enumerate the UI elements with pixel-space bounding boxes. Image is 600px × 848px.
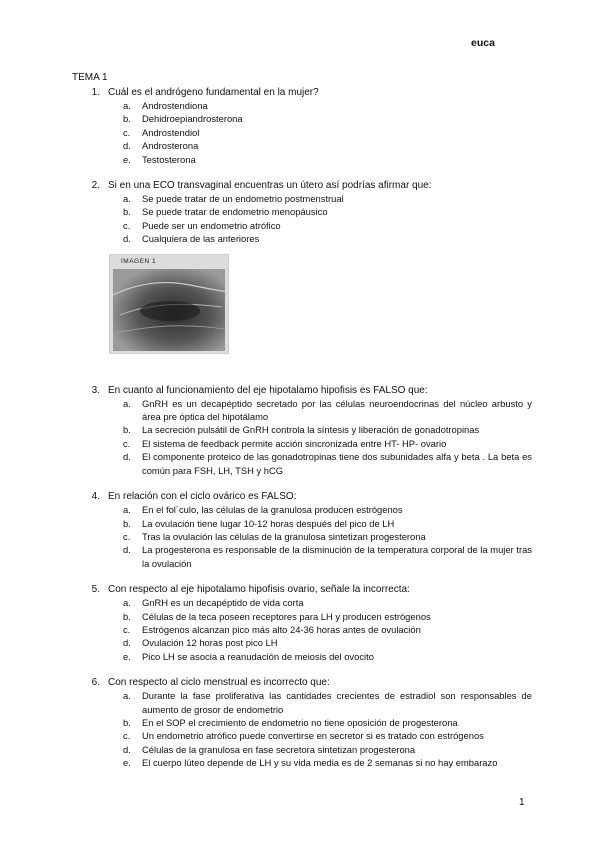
answer-option: [123, 423, 532, 436]
answer-option: [123, 530, 532, 543]
option-text: Estrógenos alcanzan pico más alto 24-36 horas antes de ovulación: [142, 623, 421, 635]
option-letter: d.: [123, 743, 131, 755]
option-text: Un endometrio atrófico puede convertirse en secretor si es tratado con estrógenos: [142, 730, 484, 742]
answer-option: [123, 517, 532, 530]
option-text: La progesterona es responsable de la disminución de la temperatura corporal de la mujer tras la ovulación: [142, 544, 532, 569]
option-text: Androstendiona: [142, 100, 208, 111]
question: [72, 179, 532, 192]
option-letter: b.: [123, 517, 131, 529]
brand-label: euca: [471, 37, 495, 49]
question-block: [72, 179, 532, 354]
option-text: Se puede tratar de endometrio menopáusico: [142, 206, 328, 218]
answer-option: [123, 596, 532, 609]
option-text: GnRH es un decapéptido de vida corta: [142, 597, 304, 609]
option-letter: a.: [123, 597, 131, 609]
option-list: [123, 397, 532, 477]
question-text: Si en una ECO transvaginal encuentras un útero así podrías afirmar que:: [108, 180, 432, 192]
option-letter: c.: [123, 126, 131, 138]
question-block: [72, 86, 532, 179]
option-text: La ovulación tiene lugar 10-12 horas después del pico de LH: [142, 517, 395, 529]
answer-option: [123, 503, 532, 516]
answer-option: [123, 153, 532, 166]
answer-option: [123, 543, 532, 570]
option-text: La secreción pulsátil de GnRH controla la síntesis y liberación de gonadotropinas: [142, 424, 480, 436]
question-number: 5.: [91, 584, 100, 596]
answer-option: [123, 232, 532, 245]
question: [72, 676, 532, 689]
option-letter: e.: [123, 757, 131, 769]
option-text: Testosterona: [142, 153, 196, 165]
question-text: Con respecto al ciclo menstrual es incorrecto que:: [108, 677, 330, 689]
option-letter: e.: [123, 153, 131, 165]
answer-option: [123, 437, 532, 450]
answer-option: [123, 610, 532, 623]
answer-option: [123, 126, 532, 139]
option-text: GnRH es un decapéptido secretado por las células neuroendocrinas del núcleo arbusto y área pre óptica del hipotálamo: [142, 397, 532, 423]
option-text: Androstendiol: [142, 126, 200, 138]
option-list: [123, 689, 532, 769]
option-letter: b.: [123, 206, 131, 218]
option-text: En el SOP el crecimiento de endometrio no tiene oposición de progesterona: [142, 716, 458, 728]
option-list: [123, 503, 532, 570]
question: [72, 583, 532, 596]
option-list: [123, 192, 532, 246]
question-text: Cuál es el andrógeno fundamental en la mujer?: [108, 87, 319, 98]
question-number: 4.: [91, 491, 100, 503]
option-letter: b.: [123, 113, 131, 125]
question-number: 1.: [91, 87, 100, 98]
option-letter: a.: [123, 193, 131, 205]
option-letter: b.: [123, 610, 131, 622]
option-text: Tras la ovulación las células de la granulosa sintetizan progesterona: [142, 530, 426, 542]
answer-option: [123, 689, 532, 716]
question-text: En cuanto al funcionamiento del eje hipotalamo hipofisis es FALSO que:: [108, 384, 428, 396]
answer-option: [123, 650, 532, 663]
question-number: 2.: [91, 180, 100, 192]
option-letter: d.: [123, 544, 131, 556]
question-text: En relación con el ciclo ovárico es FALSO:: [108, 491, 297, 503]
question-block: [72, 676, 532, 769]
option-text: Cualquiera de las anteriores: [142, 233, 260, 245]
option-letter: d.: [123, 233, 131, 245]
option-text: Durante la fase proliferativa las cantidades crecientes de estradiol son responsables de aumento de grosor de endometrio: [142, 690, 532, 715]
option-letter: c.: [123, 219, 131, 231]
option-letter: a.: [123, 504, 131, 516]
option-text: Dehidroepiandrosterona: [142, 113, 243, 125]
option-list: [123, 596, 532, 663]
option-text: Androsterona: [142, 140, 199, 152]
answer-option: [123, 716, 532, 729]
answer-option: [123, 99, 532, 112]
ultrasound-image: [109, 254, 229, 354]
option-text: Puede ser un endometrio atrófico: [142, 219, 281, 231]
option-letter: c.: [123, 623, 131, 635]
option-letter: b.: [123, 424, 131, 436]
option-text: Células de la granulosa en fase secretora sintetizan progesterona: [142, 743, 416, 755]
answer-option: [123, 219, 532, 232]
answer-option: [123, 636, 532, 649]
answer-option: [123, 756, 532, 769]
answer-option: [123, 397, 532, 424]
option-letter: c.: [123, 530, 131, 542]
option-text: Ovulación 12 horas post pico LH: [142, 637, 278, 649]
question-number: 3.: [91, 384, 100, 396]
question-list: [72, 86, 532, 770]
question-block: [72, 583, 532, 676]
question-number: 6.: [91, 677, 100, 689]
answer-option: [123, 743, 532, 756]
question: [72, 490, 532, 503]
option-text: Se puede tratar de un endometrio postmenstrual: [142, 193, 344, 205]
option-letter: a.: [123, 100, 131, 111]
option-letter: b.: [123, 716, 131, 728]
option-letter: d.: [123, 140, 131, 152]
option-letter: c.: [123, 730, 131, 742]
answer-option: [123, 112, 532, 125]
question: [72, 86, 532, 99]
option-letter: a.: [123, 690, 131, 702]
answer-option: [123, 623, 532, 636]
option-list: [123, 99, 532, 166]
option-text: En el fol´culo, las células de la granulosa producen estrógenos: [142, 504, 403, 516]
option-text: El cuerpo lúteo depende de LH y su vida media es de 2 semanas si no hay embarazo: [142, 757, 498, 769]
option-text: El sistema de feedback permite acción sincronizada entre HT- HP- ovario: [142, 437, 447, 449]
page-number: 1: [519, 797, 525, 808]
option-text: Pico LH se asocia a reanudación de meiosis del ovocito: [142, 650, 374, 662]
option-text: El componente proteico de las gonadotropinas tiene dos subunidades alfa y beta . La beta es común para FSH, LH, TSH y hCG: [142, 451, 532, 476]
option-letter: e.: [123, 650, 131, 662]
section-title: TEMA 1: [72, 72, 108, 83]
answer-option: [123, 729, 532, 742]
question-text: Con respecto al eje hipotalamo hipofisis ovario, señale la incorrecta:: [108, 584, 410, 596]
option-letter: a.: [123, 397, 131, 409]
question-block: [72, 490, 532, 583]
answer-option: [123, 205, 532, 218]
option-letter: c.: [123, 437, 131, 449]
option-letter: d.: [123, 637, 131, 649]
answer-option: [123, 192, 532, 205]
option-letter: d.: [123, 451, 131, 463]
answer-option: [123, 139, 532, 152]
question-block: [72, 384, 532, 490]
option-text: Células de la teca poseen receptores para LH y producen estrógenos: [142, 610, 431, 622]
answer-option: [123, 450, 532, 477]
image-label: IMAGEN 1: [121, 257, 157, 265]
question: [72, 384, 532, 397]
